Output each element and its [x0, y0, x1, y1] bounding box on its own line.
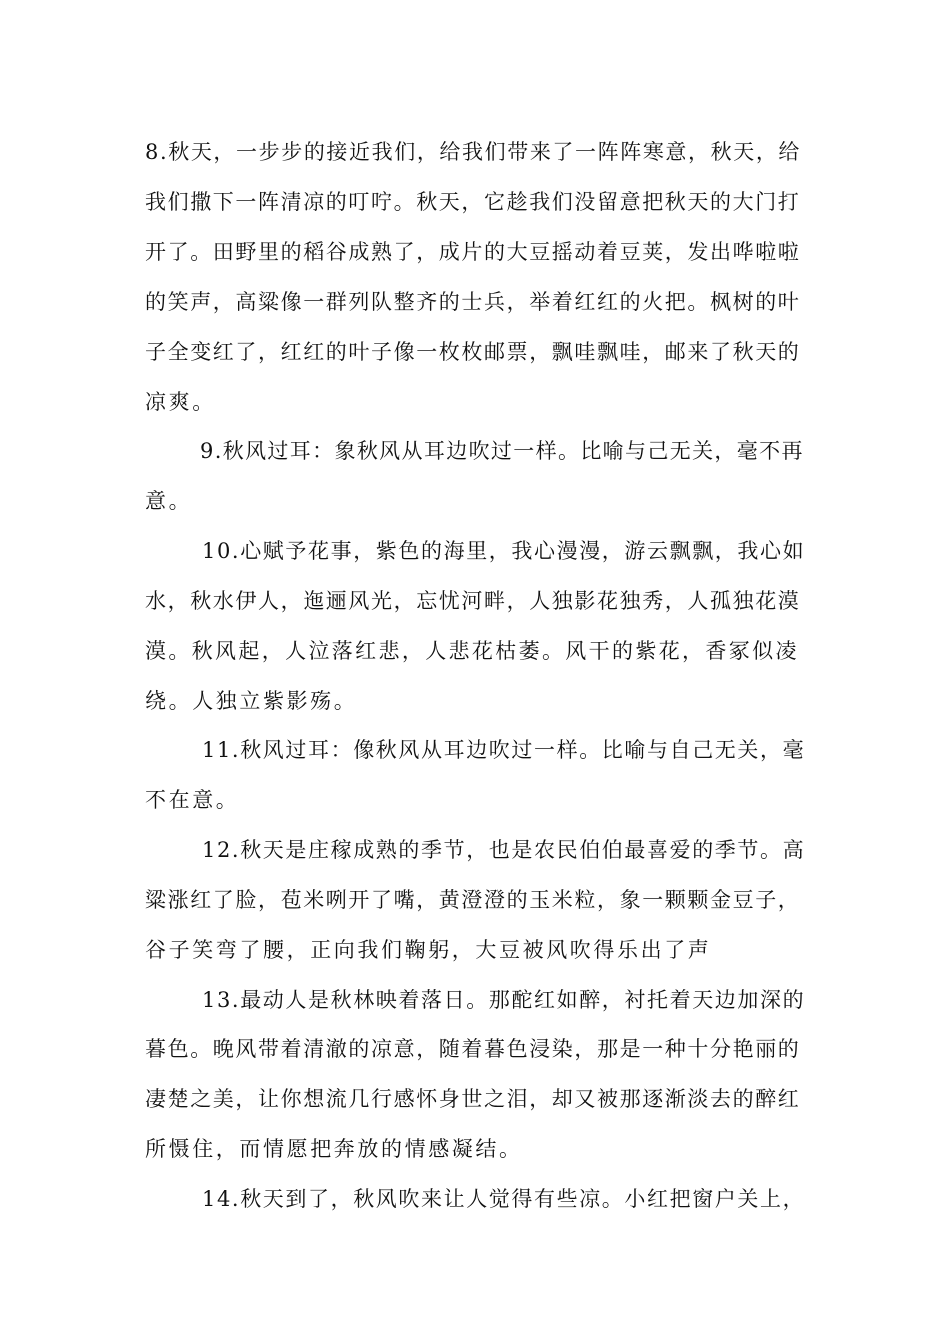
paragraph-line: 不在意。 [145, 788, 240, 812]
paragraph-line: 10.心赋予花事，紫色的海里，我心漫漫，游云飘飘，我心如 [202, 539, 806, 563]
paragraph-line: 谷子笑弯了腰，正向我们鞠躬，大豆被风吹得乐出了声 [145, 938, 712, 962]
paragraph-line: 9.秋风过耳：象秋风从耳边吹过一样。比喻与己无关，毫不再 [200, 439, 804, 463]
paragraph-line: 凉爽。 [145, 390, 216, 414]
paragraph-line: 我们撒下一阵清凉的叮咛。秋天，它趁我们没留意把秋天的大门打 [145, 190, 801, 214]
paragraph-line: 12.秋天是庄稼成熟的季节，也是农民伯伯最喜爱的季节。高 [202, 838, 806, 862]
paragraph-line: 开了。田野里的稻谷成熟了，成片的大豆摇动着豆荚，发出哗啦啦 [145, 240, 801, 264]
paragraph-line: 凄楚之美，让你想流几行感怀身世之泪，却又被那逐渐淡去的醉红 [145, 1087, 801, 1111]
paragraph-line: 所慑住，而情愿把奔放的情感凝结。 [145, 1137, 523, 1161]
paragraph-line: 11.秋风过耳：像秋风从耳边吹过一样。比喻与自己无关，毫 [202, 738, 806, 762]
paragraph-line: 意。 [145, 489, 193, 513]
paragraph-line: 14.秋天到了，秋风吹来让人觉得有些凉。小红把窗户关上， [202, 1187, 806, 1211]
paragraph-line: 13.最动人是秋林映着落日。那酡红如醉，衬托着天边加深的 [202, 988, 806, 1012]
paragraph-line: 子全变红了，红红的叶子像一枚枚邮票，飘哇飘哇，邮来了秋天的 [145, 340, 801, 364]
paragraph-line: 水，秋水伊人，迤逦风光，忘忧河畔，人独影花独秀，人孤独花漠 [145, 589, 801, 613]
paragraph-line: 粱涨红了脸，苞米咧开了嘴，黄澄澄的玉米粒，象一颗颗金豆子， [145, 888, 801, 912]
paragraph-line: 绕。人独立紫影殇。 [145, 689, 358, 713]
paragraph-line: 暮色。晚风带着清澈的凉意，随着暮色浸染，那是一种十分艳丽的 [145, 1037, 801, 1061]
paragraph-line: 漠。秋风起，人泣落红悲，人悲花枯萎。风干的紫花，香冢似凌 [145, 639, 799, 663]
paragraph-line: 的笑声，高粱像一群列队整齐的士兵，举着红红的火把。枫树的叶 [145, 290, 801, 314]
paragraph-line: 8.秋天，一步步的接近我们，给我们带来了一阵阵寒意，秋天，给 [145, 140, 802, 164]
